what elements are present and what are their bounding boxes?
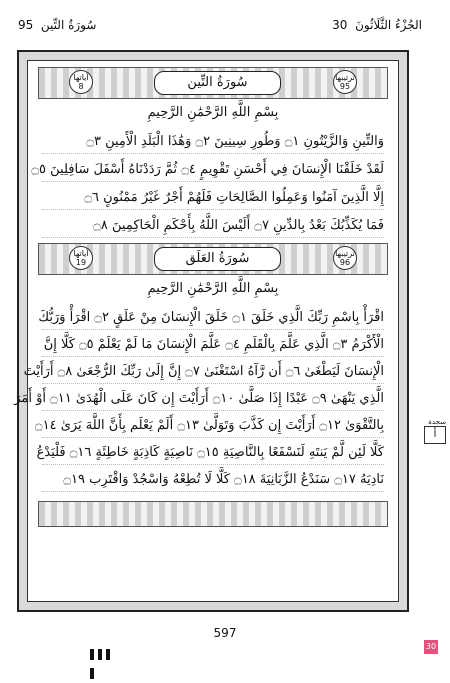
sajda-box: أ <box>424 426 446 444</box>
verse-line: لَقَدْ خَلَقْنَا الْإِنسَانَ فِي أَحْسَنِ تَقْوِيمٍ ۝٤ ثُمَّ رَدَدْنَاهُ أَسْفَلَ سَافِلِينَ ۝٥ <box>42 159 384 182</box>
verse-line: بِالتَّقْوَىٰ ۝١٢ أَرَأَيْتَ إِن كَذَّبَ وَتَوَلَّىٰ ۝١٣ أَلَمْ يَعْلَم بِأَنَّ اللَّهَ يَرَىٰ ۝١٤ <box>42 415 384 438</box>
surah-title: سُورَةُ التِّين <box>154 71 281 95</box>
thumb-index-bars <box>90 645 120 656</box>
surah-number-medallion: ترتيبها 95 <box>333 70 357 94</box>
sajda-marker <box>414 418 446 446</box>
verse-line: الَّذِي يَنْهَىٰ ۝٩ عَبْدًا إِذَا صَلَّىٰ ۝١٠ أَرَأَيْتَ إِن كَانَ عَلَى الْهُدَىٰ ۝١١ أَوْ أَمَرَ <box>42 388 384 411</box>
verse-line: وَالتِّينِ وَالزَّيْتُونِ ۝١ وَطُورِ سِينِينَ ۝٢ وَهَٰذَا الْبَلَدِ الْأَمِينِ ۝٣ <box>42 131 384 154</box>
basmala: بِسْمِ اللَّهِ الرَّحْمَٰنِ الرَّحِيمِ <box>147 105 279 120</box>
verse-line: نَادِيَهُ ۝١٧ سَنَدْعُ الزَّبَانِيَةَ ۝١٨ كَلَّا لَا تُطِعْهُ وَاسْجُدْ وَاقْتَرِب ۝١٩ <box>42 469 384 492</box>
verse-line: إِلَّا الَّذِينَ آمَنُوا وَعَمِلُوا الصَّالِحَاتِ فَلَهُمْ أَجْرٌ غَيْرُ مَمْنُونٍ ۝٦ <box>42 187 384 210</box>
ayat-count-medallion: آياتها 8 <box>69 70 93 94</box>
ayat-count-medallion: آياتها 19 <box>69 246 93 270</box>
header-juz-name: الجُزْءُ الثَّلَاثُونَ <box>355 18 422 32</box>
page-header-right <box>332 18 422 32</box>
verse-line: فَمَا يُكَذِّبُكَ بَعْدُ بِالدِّينِ ۝٧ أَلَيْسَ اللَّهُ بِأَحْكَمِ الْحَاكِمِينَ ۝٨ <box>42 215 384 238</box>
surah-number-medallion: ترتيبها 96 <box>333 246 357 270</box>
juz-tab[interactable]: 30 <box>424 640 438 654</box>
mushaf-page-frame <box>14 50 409 612</box>
verse-line: الْأَكْرَمُ ۝٣ الَّذِي عَلَّمَ بِالْقَلَمِ ۝٤ عَلَّمَ الْإِنسَانَ مَا لَمْ يَعْلَمْ ۝٥ كَلَّا إِنَّ <box>42 334 384 357</box>
basmala: بِسْمِ اللَّهِ الرَّحْمَٰنِ الرَّحِيمِ <box>147 281 279 296</box>
page-number: 597 <box>213 626 237 640</box>
sajda-label: سجدة <box>428 418 446 426</box>
verse-line: الْإِنسَانَ لَيَطْغَىٰ ۝٦ أَن رَّآهُ اسْتَغْنَىٰ ۝٧ إِنَّ إِلَىٰ رَبِّكَ الرُّجْعَىٰ ۝٨ أَرَأَيْتَ <box>42 361 384 384</box>
surah-header-tin <box>38 67 388 99</box>
surah-header-alaq <box>38 243 388 275</box>
verse-line: كَلَّا لَئِن لَّمْ يَنتَهِ لَنَسْفَعًا بِالنَّاصِيَةِ ۝١٥ نَاصِيَةٍ كَاذِبَةٍ خَاطِئَةٍ ۝١٦ فَلْيَدْعُ <box>42 442 384 465</box>
header-juz-number: 30 <box>332 18 348 32</box>
page-inner <box>14 60 399 602</box>
verse-line: اقْرَأْ بِاسْمِ رَبِّكَ الَّذِي خَلَقَ ۝١ خَلَقَ الْإِنسَانَ مِنْ عَلَقٍ ۝٢ اقْرَأْ وَرَبُّكَ <box>42 307 384 330</box>
page-header-left <box>18 18 96 32</box>
header-surah-name: سُورَةُ التِّين <box>40 18 97 32</box>
decorative-border-bottom <box>38 501 388 527</box>
surah-title: سُورَةُ العَلَق <box>154 247 281 271</box>
header-page-number: 95 <box>18 18 34 32</box>
